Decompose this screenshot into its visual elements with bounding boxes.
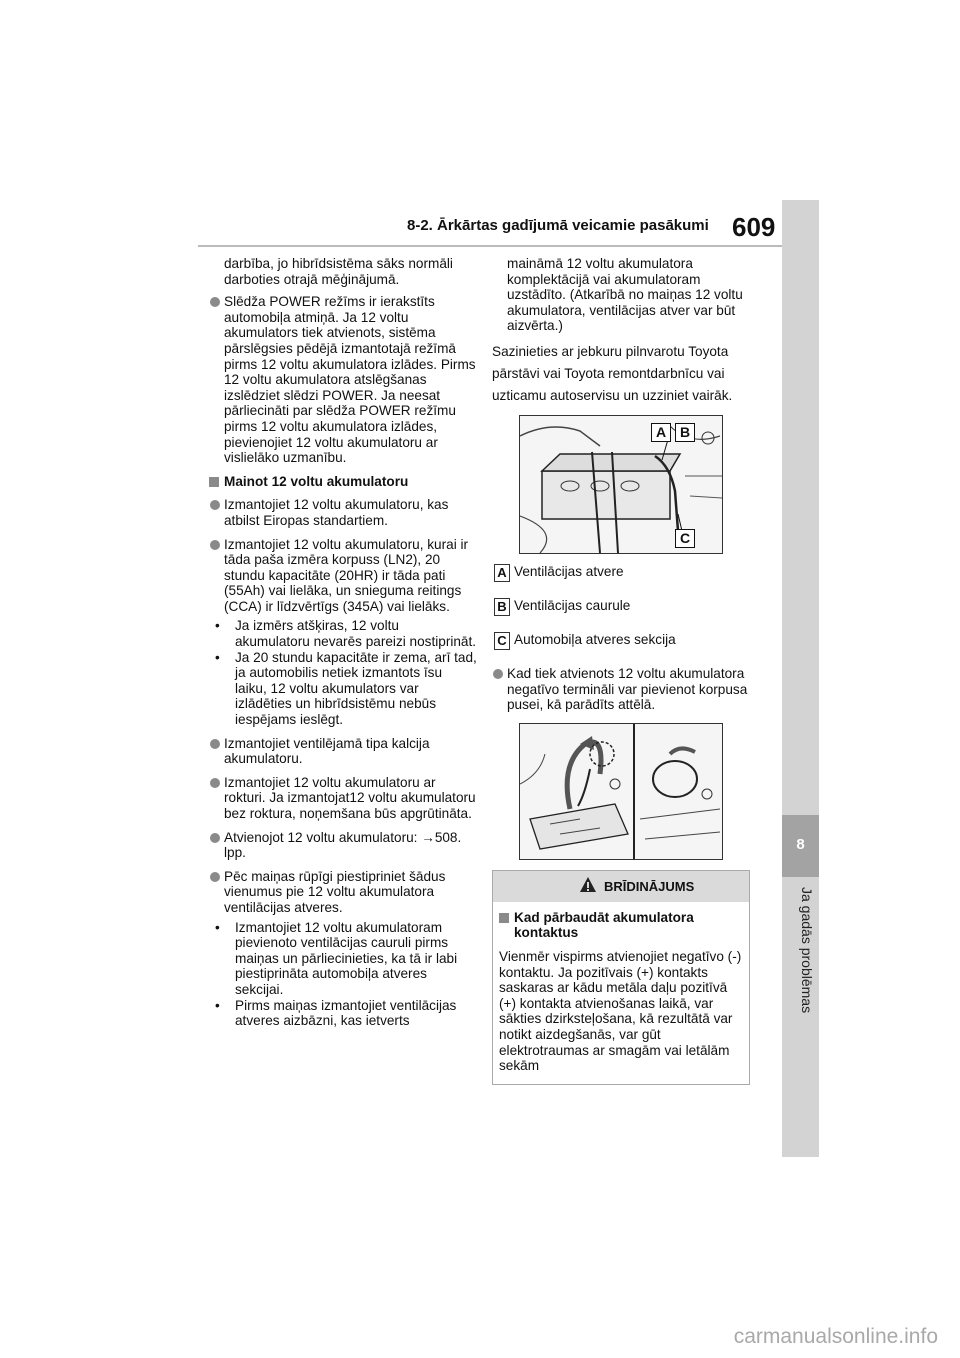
- bullet-after-replace: Pēc maiņas rūpīgi piestipriniet šādus vienumus pie 12 voltu akumulatora ventilācijas atveres.: [209, 869, 477, 916]
- legend-item-c: C Automobiļa atveres sekcija: [492, 632, 754, 652]
- right-column: [492, 256, 754, 1085]
- terminal-figure: [519, 723, 723, 860]
- bullet-icon: [210, 540, 220, 550]
- bullet-standard: Izmantojiet 12 voltu akumulatoru, kas atbilst Eiropas standartiem.: [209, 497, 477, 528]
- watermark: carmanualsonline.info: [733, 1325, 938, 1348]
- square-bullet-icon: [499, 913, 509, 923]
- bullet-icon: [210, 500, 220, 510]
- bullet-icon: [210, 297, 220, 307]
- warning-body: [493, 902, 749, 1084]
- warning-icon: [579, 876, 597, 894]
- bullet-handle: Izmantojiet 12 voltu akumulatoru ar rokturi. Ja izmantojat12 voltu akumulatoru bez roktura, noņemšana būs apgrūtināta.: [209, 775, 477, 822]
- legend-item-b: B Ventilācijas caurule: [492, 598, 754, 618]
- callout-c: C: [675, 529, 695, 548]
- warning-title: BRĪDINĀJUMS: [604, 878, 695, 894]
- bullet-icon: [210, 872, 220, 882]
- bullet-icon: [210, 833, 220, 843]
- sub-bullet: • Izmantojiet 12 voltu akumulatoram pievienoto ventilācijas cauruli pirms maiņas un pārliecinieties, ka tā ir labi piestiprināta automobiļa atveres sekcijai.: [215, 919, 458, 997]
- battery-vent-figure: [519, 415, 723, 554]
- bullet-icon: [493, 669, 503, 679]
- sub-bullet: • Ja izmērs atšķiras, 12 voltu akumulatoru nevarēs pareizi nostiprināt.: [215, 618, 477, 650]
- section-heading: Mainot 12 voltu akumulatoru: [209, 474, 477, 490]
- warning-header: [493, 871, 749, 902]
- terminal-illustration: [520, 724, 722, 859]
- square-bullet-icon: [209, 477, 219, 487]
- warning-text: Vienmēr vispirms atvienojiet negatīvo (-) kontaktu. Ja pozitīvais (+) kontakts saskaras ar kādu metāla daļu pozitīvā (+) kontakta atvienošanas laikā, var sākties dzirksteļošana, kā rezultātā var notikt aizdegšanās, var gūt elektrotraumas ar smagām vai letālām sekām: [499, 948, 742, 1074]
- bullet-icon: [210, 778, 220, 788]
- continued-text: maināmā 12 voltu akumulatora komplektācijā vai akumulatoram uzstādīto. (Atkarībā no maiņas 12 voltu akumulatora, ventilācijas atver var būt aizvērta.): [507, 256, 743, 334]
- bullet-size: Izmantojiet 12 voltu akumulatoru, kurai ir tāda paša izmēra korpuss (LN2), 20 stundu kapacitāte (20HR) ir tāda pati (55Ah) vai lielāka, un snieguma reitings (CCA) ir līdzvērtīgs (345A) vai lielāks.: [209, 537, 477, 615]
- callout-a: A: [651, 423, 671, 442]
- callout-b: B: [675, 423, 695, 442]
- left-column: [209, 256, 477, 1037]
- header-rule: [198, 245, 784, 247]
- bullet-icon: [210, 739, 220, 749]
- warning-section-heading: Kad pārbaudāt akumulatora kontaktus: [499, 910, 743, 941]
- bullet-vent-type: Izmantojiet ventilējamā tipa kalcija akumulatoru.: [209, 736, 477, 767]
- bullet-power-mode: Slēdža POWER režīms ir ierakstīts automobiļa atmiņā. Ja 12 voltu akumulators tiek atvienots, sistēma pārslēgsies pēdējā izmantotajā režīmā pirms 12 voltu akumulatora izlādes. Pirms 12 voltu akumulatora atslēgšanas izslēdziet slēdzi POWER. Ja neesat pārliecināti par slēdža POWER režīmu pirms 12 voltu akumulatora izlādes, pievienojiet 12 voltu akumulatoru ar vislielāko uzmanību.: [209, 294, 477, 466]
- chapter-label: Ja gadās problēmas: [799, 887, 815, 1014]
- contact-text: Sazinieties ar jebkuru pilnvarotu Toyota pārstāvi vai Toyota remontdarbnīcu vai uzticamu autoservisu un uzziniet vairāk.: [492, 343, 733, 403]
- intro-text: darbība, jo hibrīdsistēma sāks normāli darboties otrajā mēģinājumā.: [224, 256, 453, 287]
- sub-bullet: • Ja 20 stundu kapacitāte ir zema, arī tad, ja automobilis netiek izmantots īsu laiku, 12 voltu akumulators var izlādēties un hibrīdsistēmu nebūs iespējams ieslēgt.: [215, 649, 477, 728]
- page-number: 609: [732, 212, 776, 242]
- chapter-number: 8: [796, 836, 805, 853]
- bullet-negative-terminal: Kad tiek atvienots 12 voltu akumulatora negatīvo termināli var pievienot korpusa pusei, kā parādīts attēlā.: [492, 666, 754, 713]
- legend-item-a: A Ventilācijas atvere: [492, 564, 754, 584]
- header-title: 8-2. Ārkārtas gadījumā veicamie pasākumi: [407, 217, 709, 234]
- bullet-disconnect: Atvienojot 12 voltu akumulatoru: →508. lpp.: [209, 830, 477, 861]
- sub-bullet: • Pirms maiņas izmantojiet ventilācijas atveres aizbāzni, kas ietverts: [215, 997, 457, 1029]
- warning-box: [492, 870, 750, 1085]
